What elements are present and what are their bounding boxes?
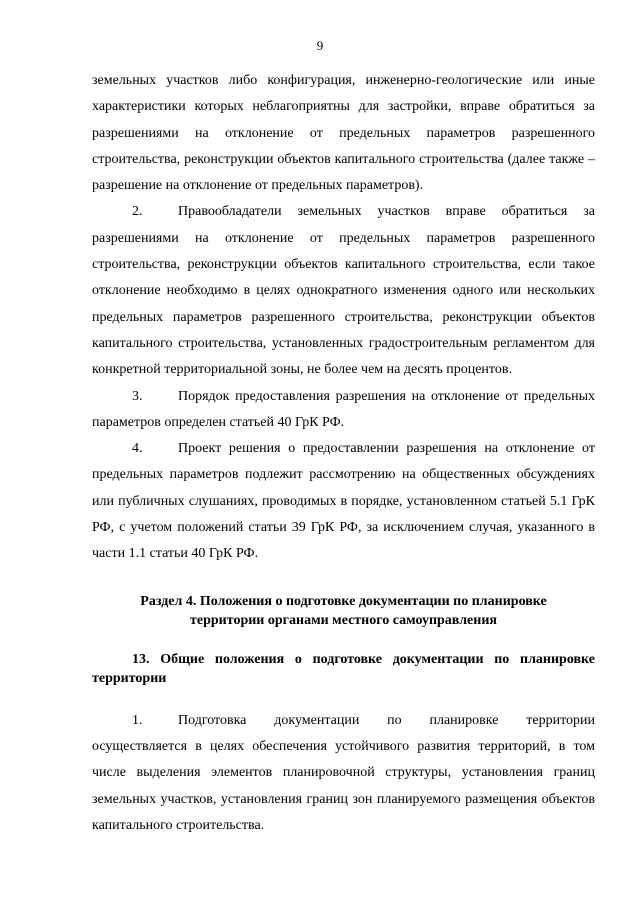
item-text: Правообладатели земельных участков вправе обратиться за разрешениями на отклонение от предельных параметров разрешенного строительства, реконструкции объектов капитального строительства, если такое отклонение необходимо в целях однократного изменения одного или нескольких предельных параметров разрешенного строительства, реконструкции объектов капитального строительства, установленных градостроительным регламентом для конкретной территориальной зоны, не более чем на десять процентов. xyxy=(92,204,595,378)
paragraph-continuation: земельных участков либо конфигурация, инженерно-геологические или иные характеристики которых неблагоприятны для застройки, вправе обратиться за разрешениями на отклонение от предельных параметров разрешенного строительства, реконструкции объектов капитального строительства (далее также – разрешение на отклонение от предельных параметров). xyxy=(92,73,595,194)
page-number: 9 xyxy=(316,38,324,53)
subsection-heading: 13. Общие положения о подготовке документации по планировке территории xyxy=(92,651,595,686)
paragraph-item-2 xyxy=(92,199,595,383)
paragraph-item-4 xyxy=(92,436,595,567)
section-heading xyxy=(92,592,595,630)
item-number: 3. xyxy=(132,388,143,404)
item-number: 4. xyxy=(132,441,143,457)
item-text: Порядок предоставления разрешения на отклонение от предельных параметров определен статьей 40 ГрК РФ. xyxy=(92,388,595,430)
page-content xyxy=(92,68,595,839)
item-text: Подготовка документации по планировке территории осуществляется в целях обеспечения устойчивого развития территорий, в том числе выделения элементов планировочной структуры, установления границ земельных участков, установления границ зон планируемого размещения объектов капитального строительства. xyxy=(92,712,595,833)
item-text: Проект решения о предоставлении разрешения на отклонение от предельных параметров подлежит рассмотрению на общественных обсуждениях или публичных слушаниях, проводимых в порядке, установленном статьей 5.1 ГрК РФ, с учетом положений статьи 39 ГрК РФ, за исключением случая, указанного в части 1.1 статьи 40 ГрК РФ. xyxy=(92,441,595,562)
paragraph-item-3 xyxy=(92,384,595,437)
item-number: 2. xyxy=(132,204,143,220)
section-heading-line-2: территории органами местного самоуправления xyxy=(190,612,497,628)
item-number: 1. xyxy=(132,712,143,728)
paragraph-subsection-item-1 xyxy=(92,708,595,839)
spacer xyxy=(92,688,595,708)
section-heading-line-1: Раздел 4. Положения о подготовке документации по планировке xyxy=(140,593,547,609)
